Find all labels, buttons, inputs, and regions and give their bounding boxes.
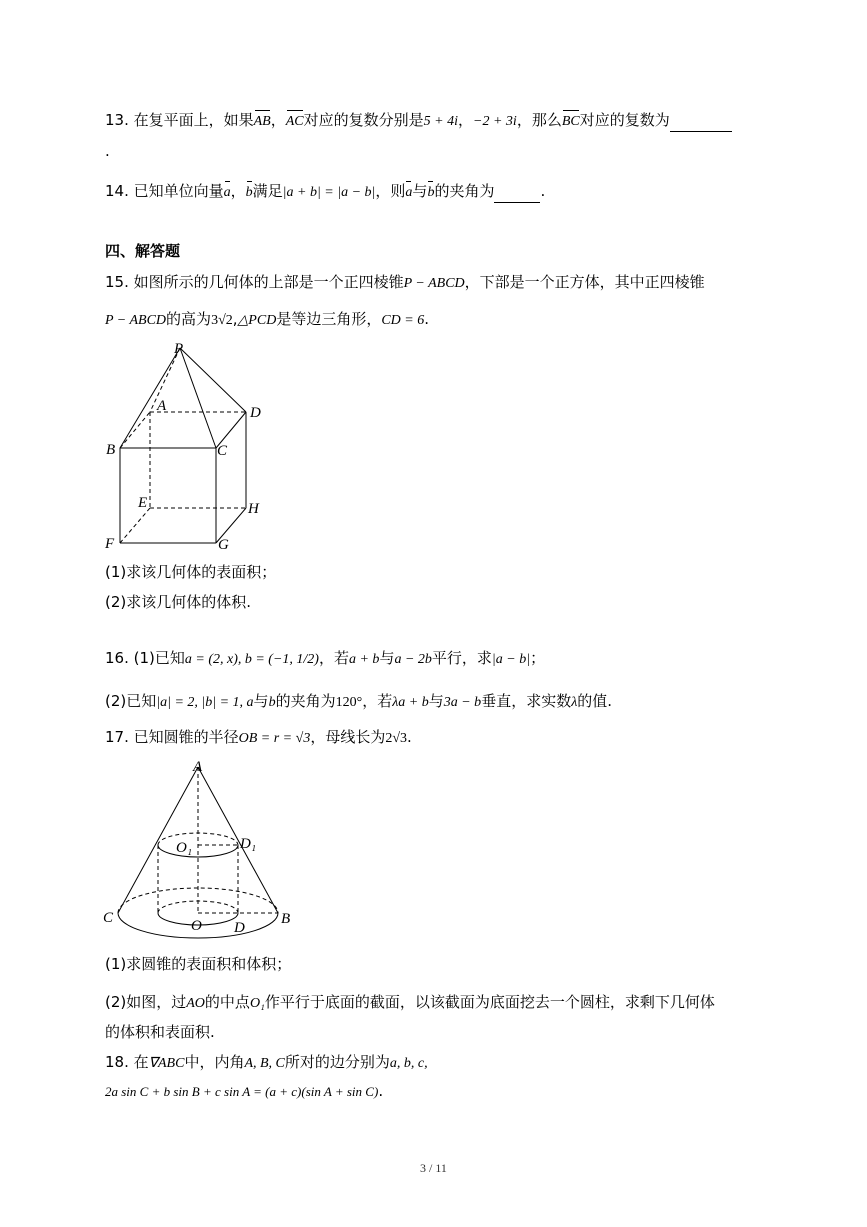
label-A: A [157, 398, 167, 414]
vector-b: b [246, 182, 253, 204]
question-16-line2: (2)已知|a| = 2, |b| = 1, a与b的夹角为120°，若λa + b与3a − b垂直，求实数λ的值. [105, 692, 613, 710]
question-13: 13. 在复平面上，如果AB，AC对应的复数分别是5 + 4i，−2 + 3i，那么BC对应的复数为 [105, 109, 732, 133]
question-13-tail: . [105, 142, 110, 160]
question-15-line2: P − ABCD的高为3√2,△PCD是等边三角形，CD = 6. [105, 310, 430, 328]
question-17-part2-line2: 的体积和表面积. [105, 1023, 215, 1041]
label-D: D [250, 405, 261, 421]
label-D: D [234, 920, 245, 936]
question-17-part2: (2)如图，过AO的中点O₁作平行于底面的截面，以该截面为底面挖去一个圆柱，求剩下几何体 [105, 993, 715, 1011]
question-15-line1: 15. 如图所示的几何体的上部是一个正四棱锥P − ABCD，下部是一个正方体，其中正四棱锥 [105, 273, 705, 291]
question-18-line1: 18. 在∇ABC中，内角A, B, C所对的边分别为a, b, c, [105, 1053, 428, 1071]
condition-formula: |a + b| = |a − b| [282, 185, 376, 200]
label-D1: D₁ [240, 836, 257, 852]
question-18-line2: 2a sin C + b sin B + c sin A = (a + c)(sin A + sin C). [105, 1082, 384, 1100]
label-E: E [138, 495, 148, 511]
answer-blank-13[interactable] [670, 109, 732, 132]
question-17-part1: (1)求圆锥的表面积和体积； [105, 955, 292, 973]
label-O1: O₁ [176, 840, 193, 856]
pyramid-cube-figure [100, 338, 270, 553]
page-number: 3 / 11 [420, 1161, 447, 1175]
label-A: A [193, 759, 203, 775]
complex-z1: 5 + 4i [423, 114, 458, 129]
label-G: G [218, 537, 229, 553]
equation: 2a sin C + b sin B + c sin A = (a + c)(sin A + sin C) [105, 1084, 379, 1099]
question-16-line1: 16. (1)已知a = (2, x), b = (−1, 1/2)，若a + b与a − 2b平行，求|a − b|； [105, 649, 546, 667]
label-B: B [281, 911, 291, 927]
answer-blank-14[interactable] [494, 180, 540, 203]
label-C: C [217, 443, 228, 459]
vector-ab: AB [254, 111, 271, 133]
question-14: 14. 已知单位向量a，b满足|a + b| = |a − b|，则a与b的夹角为 . [105, 180, 545, 204]
complex-z2: −2 + 3i [473, 114, 517, 129]
label-H: H [248, 501, 259, 517]
label-B: B [106, 442, 116, 458]
vector-a: a [224, 182, 231, 204]
cone-figure [100, 755, 300, 950]
label-F: F [105, 536, 115, 552]
label-P: P [174, 341, 184, 357]
question-15-part1: (1)求该几何体的表面积； [105, 563, 277, 581]
question-17-line1: 17. 已知圆锥的半径OB = r = √3，母线长为2√3. [105, 728, 412, 746]
vector-bc: BC [562, 111, 580, 133]
question-15-part2: (2)求该几何体的体积. [105, 593, 252, 611]
section-heading: 四、解答题 [105, 242, 181, 260]
label-O: O [191, 918, 202, 934]
label-C: C [103, 910, 114, 926]
vector-ac: AC [286, 111, 304, 133]
